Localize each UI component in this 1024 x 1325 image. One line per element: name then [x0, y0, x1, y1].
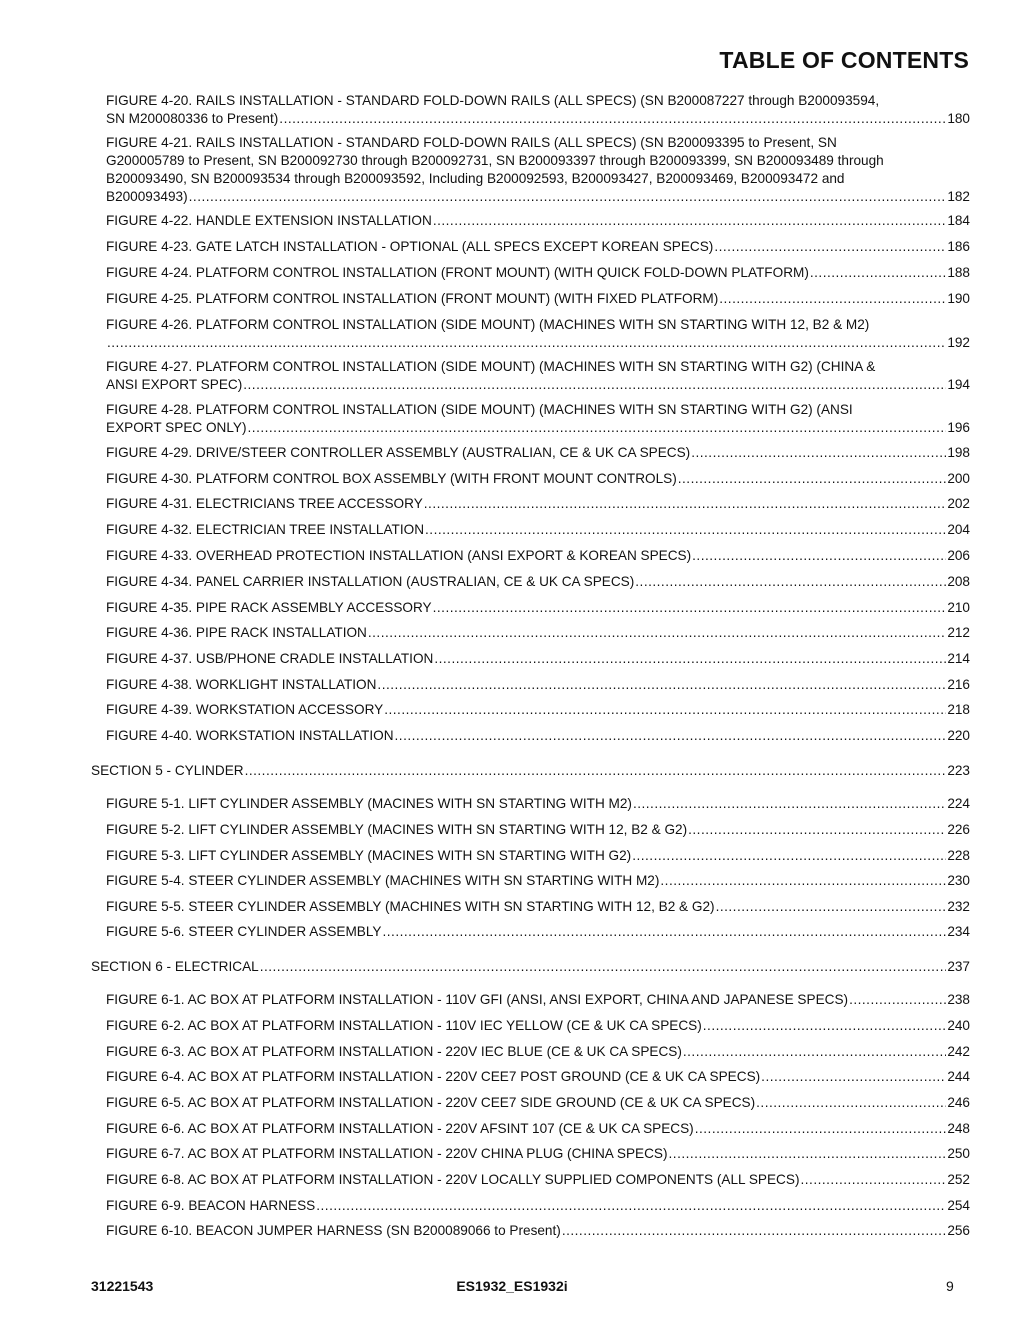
toc-figure-entry[interactable]	[106, 821, 970, 839]
dot-leader	[384, 701, 946, 719]
toc-entry-title: FIGURE 5-1. LIFT CYLINDER ASSEMBLY (MACINES WITH SN STARTING WITH M2)	[106, 796, 632, 811]
toc-entry-title: FIGURE 6-7. AC BOX AT PLATFORM INSTALLATION - 220V CHINA PLUG (CHINA SPECS)	[106, 1146, 668, 1161]
toc-page-number: 228	[947, 848, 970, 863]
toc-figure-entry[interactable]	[106, 521, 970, 539]
toc-page-number: 202	[947, 496, 970, 511]
toc-page-number: 218	[947, 702, 970, 717]
toc-entry-title: FIGURE 4-25. PLATFORM CONTROL INSTALLATION (FRONT MOUNT) (WITH FIXED PLATFORM)	[106, 291, 719, 306]
toc-page-number: 237	[947, 959, 970, 974]
toc-entry-text-line: FIGURE 4-26. PLATFORM CONTROL INSTALLATION (SIDE MOUNT) (MACHINES WITH SN STARTING WITH 12, B2 & M2)	[106, 317, 870, 332]
toc-page-number: 216	[947, 677, 970, 692]
toc-entry-title: FIGURE 5-5. STEER CYLINDER ASSEMBLY (MACHINES WITH SN STARTING WITH 12, B2 & G2)	[106, 899, 715, 914]
toc-section-entry[interactable]	[91, 762, 970, 780]
toc-page-number: 204	[947, 522, 970, 537]
toc-entry-title: FIGURE 4-38. WORKLIGHT INSTALLATION	[106, 677, 377, 692]
toc-figure-entry[interactable]	[106, 316, 970, 352]
dot-leader	[669, 1145, 947, 1163]
dot-leader	[683, 1043, 946, 1061]
dot-leader	[424, 495, 947, 513]
toc-figure-entry[interactable]	[106, 358, 970, 394]
toc-entry-title: FIGURE 4-29. DRIVE/STEER CONTROLLER ASSEMBLY (AUSTRALIAN, CE & UK CA SPECS)	[106, 445, 691, 460]
toc-entry-title: SECTION 5 - CYLINDER	[91, 763, 244, 778]
toc-figure-entry[interactable]	[106, 134, 970, 206]
dot-leader	[382, 923, 946, 941]
toc-entry-text-line: B200093490, SN B200093534 through B200093592, Including B200092593, B200093427, B200093469, B200093472 and	[106, 171, 845, 186]
toc-entry-title: B200093493)	[106, 189, 188, 204]
toc-entry-title: FIGURE 5-4. STEER CYLINDER ASSEMBLY (MACHINES WITH SN STARTING WITH M2)	[106, 873, 660, 888]
toc-page-number: 184	[947, 213, 970, 228]
toc-figure-entry[interactable]	[106, 1017, 970, 1035]
toc-figure-entry[interactable]	[106, 599, 970, 617]
toc-figure-entry[interactable]	[106, 1171, 970, 1189]
toc-page-number: 220	[947, 728, 970, 743]
dot-leader	[433, 599, 947, 617]
dot-leader	[703, 1017, 947, 1035]
toc-page-number: 214	[947, 651, 970, 666]
toc-figure-entry[interactable]	[106, 444, 970, 462]
toc-page-number: 248	[947, 1121, 970, 1136]
toc-entry-title: FIGURE 6-10. BEACON JUMPER HARNESS (SN B200089066 to Present)	[106, 1223, 561, 1238]
toc-entry-title: FIGURE 4-31. ELECTRICIANS TREE ACCESSORY	[106, 496, 423, 511]
toc-entry-title: FIGURE 5-6. STEER CYLINDER ASSEMBLY	[106, 924, 382, 939]
toc-page-number: 196	[947, 420, 970, 435]
toc-section-entry[interactable]	[91, 958, 970, 976]
toc-page-number: 206	[947, 548, 970, 563]
toc-page-number: 188	[947, 265, 970, 280]
dot-leader	[633, 795, 946, 813]
toc-page-number: 182	[947, 189, 970, 204]
toc-entry-title: FIGURE 4-35. PIPE RACK ASSEMBLY ACCESSORY	[106, 600, 432, 615]
toc-figure-entry[interactable]	[106, 1043, 970, 1061]
toc-figure-entry[interactable]	[106, 676, 970, 694]
toc-figure-entry[interactable]	[106, 401, 970, 437]
toc-figure-entry[interactable]	[106, 701, 970, 719]
toc-entry-title: FIGURE 6-1. AC BOX AT PLATFORM INSTALLATION - 110V GFI (ANSI, ANSI EXPORT, CHINA AND JAPANESE SPECS)	[106, 992, 849, 1007]
toc-figure-entry[interactable]	[106, 795, 970, 813]
toc-page-number: 223	[947, 763, 970, 778]
toc-entry-title: ANSI EXPORT SPEC)	[106, 377, 243, 392]
toc-figure-entry[interactable]	[106, 727, 970, 745]
toc-entry-title: FIGURE 4-40. WORKSTATION INSTALLATION	[106, 728, 394, 743]
toc-figure-entry[interactable]	[106, 1145, 970, 1163]
toc-entry-text-line: FIGURE 4-27. PLATFORM CONTROL INSTALLATION (SIDE MOUNT) (MACHINES WITH SN STARTING WITH G2) (CHINA &	[106, 359, 876, 374]
toc-page-number: 234	[947, 924, 970, 939]
dot-leader	[260, 958, 947, 976]
toc-figure-entry[interactable]	[106, 624, 970, 642]
toc-page-number: 198	[947, 445, 970, 460]
dot-leader	[849, 991, 946, 1009]
toc-figure-entry[interactable]	[106, 573, 970, 591]
dot-leader	[635, 573, 946, 591]
toc-page-number: 246	[947, 1095, 970, 1110]
footer-model: ES1932_ES1932i	[456, 1278, 568, 1294]
toc-figure-entry[interactable]	[106, 923, 970, 941]
toc-page-number: 186	[947, 239, 970, 254]
toc-entry-title: FIGURE 4-37. USB/PHONE CRADLE INSTALLATION	[106, 651, 434, 666]
toc-entry-title: FIGURE 6-8. AC BOX AT PLATFORM INSTALLATION - 220V LOCALLY SUPPLIED COMPONENTS (ALL SPECS)	[106, 1172, 800, 1187]
toc-figure-entry[interactable]	[106, 264, 970, 282]
toc-entry-title: FIGURE 4-32. ELECTRICIAN TREE INSTALLATION	[106, 522, 425, 537]
toc-page-number: 240	[947, 1018, 970, 1033]
dot-leader	[716, 898, 947, 916]
toc-entry-title: FIGURE 6-4. AC BOX AT PLATFORM INSTALLATION - 220V CEE7 POST GROUND (CE & UK CA SPECS)	[106, 1069, 761, 1084]
toc-entry-text-line: FIGURE 4-21. RAILS INSTALLATION - STANDARD FOLD-DOWN RAILS (ALL SPECS) (SN B200093395 to Present, SN	[106, 135, 837, 150]
dot-leader	[395, 727, 947, 745]
toc-entry-title: FIGURE 4-22. HANDLE EXTENSION INSTALLATION	[106, 213, 432, 228]
toc-page-number: 224	[947, 796, 970, 811]
toc-page-number: 244	[947, 1069, 970, 1084]
dot-leader	[248, 419, 947, 437]
toc-page-number: 190	[947, 291, 970, 306]
toc-figure-entry[interactable]	[106, 290, 970, 308]
toc-entry-title: FIGURE 4-30. PLATFORM CONTROL BOX ASSEMBLY (WITH FRONT MOUNT CONTROLS)	[106, 471, 677, 486]
dot-leader	[660, 872, 946, 890]
toc-page-number: 226	[947, 822, 970, 837]
toc-entry-title: EXPORT SPEC ONLY)	[106, 420, 247, 435]
dot-leader	[377, 676, 946, 694]
toc-entry-title: FIGURE 6-6. AC BOX AT PLATFORM INSTALLATION - 220V AFSINT 107 (CE & UK CA SPECS)	[106, 1121, 694, 1136]
toc-page-number: 252	[947, 1172, 970, 1187]
toc-figure-entry[interactable]	[106, 470, 970, 488]
toc-figure-entry[interactable]	[106, 1068, 970, 1086]
toc-figure-entry[interactable]	[106, 238, 970, 256]
toc-entry-text-line: FIGURE 4-20. RAILS INSTALLATION - STANDARD FOLD-DOWN RAILS (ALL SPECS) (SN B200087227 through B200093594,	[106, 93, 880, 108]
footer-doc-number: 31221543	[91, 1278, 154, 1294]
toc-entry-title: FIGURE 6-2. AC BOX AT PLATFORM INSTALLATION - 110V IEC YELLOW (CE & UK CA SPECS)	[106, 1018, 702, 1033]
dot-leader	[688, 821, 946, 839]
dot-leader	[761, 1068, 946, 1086]
toc-page-number: 250	[947, 1146, 970, 1161]
toc-entry-title: FIGURE 4-33. OVERHEAD PROTECTION INSTALLATION (ANSI EXPORT & KOREAN SPECS)	[106, 548, 692, 563]
toc-page-number: 194	[947, 377, 970, 392]
toc-figure-entry[interactable]	[106, 547, 970, 565]
dot-leader	[243, 376, 946, 394]
toc-page-number: 212	[947, 625, 970, 640]
dot-leader	[719, 290, 946, 308]
toc-page-number: 256	[947, 1223, 970, 1238]
toc-figure-entry[interactable]	[106, 991, 970, 1009]
dot-leader	[695, 1120, 947, 1138]
dot-leader	[800, 1171, 946, 1189]
toc-figure-entry[interactable]	[106, 1222, 970, 1240]
dot-leader	[562, 1222, 947, 1240]
toc-entry-title: FIGURE 4-23. GATE LATCH INSTALLATION - OPTIONAL (ALL SPECS EXCEPT KOREAN SPECS)	[106, 239, 714, 254]
toc-figure-entry[interactable]	[106, 847, 970, 865]
footer-page-number: 9	[946, 1278, 954, 1294]
dot-leader	[368, 624, 946, 642]
dot-leader	[425, 521, 946, 539]
toc-figure-entry[interactable]	[106, 1094, 970, 1112]
dot-leader	[279, 110, 946, 128]
toc-page-number: 210	[947, 600, 970, 615]
toc-figure-entry[interactable]	[106, 650, 970, 668]
dot-leader	[691, 444, 946, 462]
toc-page-number: 238	[947, 992, 970, 1007]
toc-entry-text-line: G200005789 to Present, SN B200092730 through B200092731, SN B200093397 through B200093399, SN B200093489 through	[106, 153, 884, 168]
toc-figure-entry[interactable]	[106, 92, 970, 128]
dot-leader	[692, 547, 946, 565]
toc-page-number: 192	[947, 335, 970, 350]
toc-entry-title: FIGURE 6-3. AC BOX AT PLATFORM INSTALLATION - 220V IEC BLUE (CE & UK CA SPECS)	[106, 1044, 682, 1059]
toc-entry-title: FIGURE 6-9. BEACON HARNESS	[106, 1198, 316, 1213]
toc-figure-entry[interactable]	[106, 872, 970, 890]
toc-entry-title: SN M200080336 to Present)	[106, 111, 279, 126]
dot-leader	[714, 238, 946, 256]
toc-page-number: 254	[947, 1198, 970, 1213]
toc-page-number: 208	[947, 574, 970, 589]
toc-entry-title: FIGURE 4-24. PLATFORM CONTROL INSTALLATION (FRONT MOUNT) (WITH QUICK FOLD-DOWN PLATFORM)	[106, 265, 809, 280]
toc-figure-entry[interactable]	[106, 212, 970, 230]
page-title: TABLE OF CONTENTS	[719, 47, 969, 73]
dot-leader	[433, 212, 946, 230]
toc-figure-entry[interactable]	[106, 898, 970, 916]
dot-leader	[632, 847, 946, 865]
toc-page-number: 242	[947, 1044, 970, 1059]
toc-entry-title: FIGURE 5-2. LIFT CYLINDER ASSEMBLY (MACINES WITH SN STARTING WITH 12, B2 & G2)	[106, 822, 688, 837]
toc-entry-title: FIGURE 5-3. LIFT CYLINDER ASSEMBLY (MACINES WITH SN STARTING WITH G2)	[106, 848, 632, 863]
toc-page-number: 232	[947, 899, 970, 914]
toc-entry-title: SECTION 6 - ELECTRICAL	[91, 959, 259, 974]
toc-entry-title: FIGURE 4-34. PANEL CARRIER INSTALLATION (AUSTRALIAN, CE & UK CA SPECS)	[106, 574, 635, 589]
dot-leader	[107, 334, 946, 352]
toc-figure-entry[interactable]	[106, 495, 970, 513]
toc-figure-entry[interactable]	[106, 1120, 970, 1138]
toc-figure-entry[interactable]	[106, 1197, 970, 1215]
dot-leader	[810, 264, 946, 282]
dot-leader	[245, 762, 947, 780]
dot-leader	[189, 188, 947, 206]
toc-entry-title: FIGURE 4-39. WORKSTATION ACCESSORY	[106, 702, 384, 717]
toc-page-number: 200	[947, 471, 970, 486]
toc-entry-title: FIGURE 6-5. AC BOX AT PLATFORM INSTALLATION - 220V CEE7 SIDE GROUND (CE & UK CA SPECS)	[106, 1095, 756, 1110]
toc-page-number: 230	[947, 873, 970, 888]
dot-leader	[434, 650, 946, 668]
toc-entry-text-line: FIGURE 4-28. PLATFORM CONTROL INSTALLATION (SIDE MOUNT) (MACHINES WITH SN STARTING WITH G2) (ANSI	[106, 402, 853, 417]
dot-leader	[316, 1197, 946, 1215]
toc-entry-title: FIGURE 4-36. PIPE RACK INSTALLATION	[106, 625, 367, 640]
toc-page-number: 180	[947, 111, 970, 126]
dot-leader	[756, 1094, 946, 1112]
dot-leader	[678, 470, 947, 488]
